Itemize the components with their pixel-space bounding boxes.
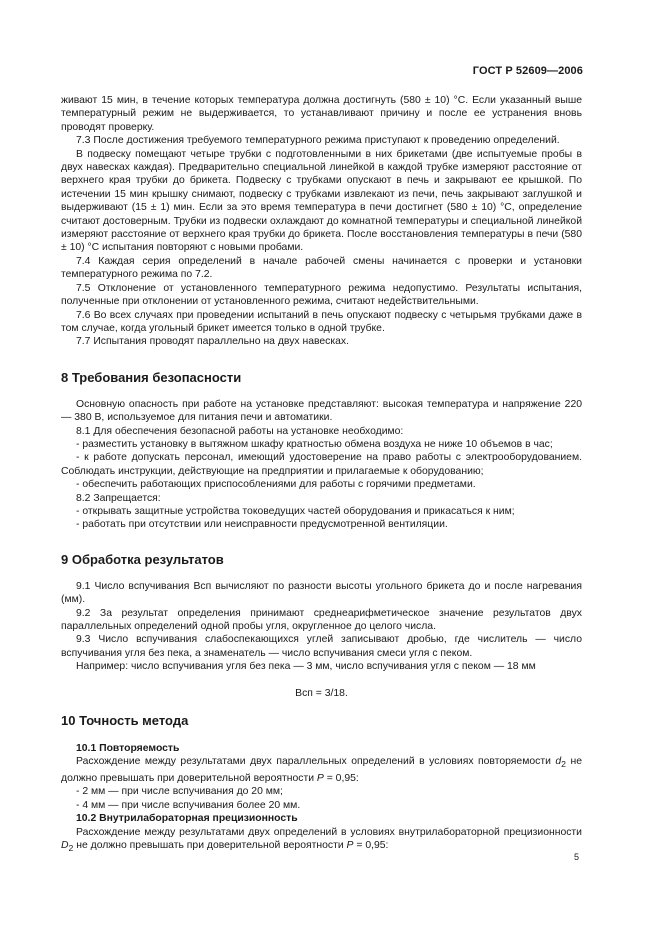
paragraph: 9.3 Число вспучивания слабоспекающихся углей записывают дробью, где числитель — число вспучивания угля без пека, а знаменатель — число вспучивания смеси угля с пеком.: [61, 634, 582, 659]
paragraph: 7.3 После достижения требуемого температурного режима приступают к проведению определений.: [76, 135, 560, 147]
list-item: - 2 мм — при числе вспучивания до 20 мм;: [76, 786, 283, 798]
section-heading: 8 Требования безопасности: [61, 369, 242, 385]
paragraph: 9.1 Число вспучивания Всп вычисляют по разности высоты угольного брикета до и после нагревания (мм).: [61, 580, 582, 606]
list-item: - разместить установку в вытяжном шкафу кратностью обмена воздуха не ниже 10 объемов в час;: [76, 438, 553, 450]
paragraph: 9.2 За результат определения принимают среднеарифметическое значение результатов двух параллельных определений одной пробы угля, округленное до целого числа.: [61, 607, 582, 632]
paragraph: живают 15 мин, в течение которых температура должна достигнуть (580 ± 10) °С. Если указанный выше температурный режим не выдерживается, то устанавливают причину и после ее устранения вновь проводят проверку.: [61, 95, 582, 133]
subsection-heading: 10.2 Внутрилабораторная прецизионность: [76, 813, 298, 825]
paragraph: 8.2 Запрещается:: [76, 492, 161, 504]
paragraph: 8.1 Для обеспечения безопасной работы на установке необходимо:: [76, 425, 404, 437]
paragraph: Например: число вспучивания угля без пека — 3 мм, число вспучивания угля с пеком — 18 мм: [76, 661, 536, 673]
formula: Всп = 3/18.: [295, 687, 348, 699]
list-item: - 4 мм — при числе вспучивания более 20 мм.: [76, 799, 301, 811]
paragraph: Основную опасность при работе на установке представляют: высокая температура и напряжение 220 — 380 В, используемое для питания печи и автоматики.: [61, 398, 582, 424]
paragraph: 7.6 Во всех случаях при проведении испытаний в печь опускают подвеску с четырьмя трубками даже в том случае, когда угольный брикет имеется только в одной трубке.: [61, 309, 582, 334]
paragraph: В подвеску помещают четыре трубки с подготовленными в них брикетами (две испытуемые пробы в двух навесках каждая). Предварительно специальной линейкой в каждой трубке измеряют расстояние от верхнего края трубки до брикета. Подвеску с трубками опускают в печь и закрывают ее крышкой. По истечении 15 мин крышку снимают, подвеску с трубками извлекают из печи, печь закрывают заглушкой и выдерживают (15 ± 1) мин. Если за это время температура в печи достигнет (580 ± 10) °С, определение считают достоверным. Трубки из подвески охлаждают до комнатной температуры и специальной линейкой измеряют расстояние от верхнего края трубки до брикета. После восстановления температуры в печи (580 ± 10) °С испытания повторяют с новыми пробами.: [61, 148, 582, 254]
paragraph: Расхождение между результатами двух определений в условиях внутрилабораторной прецизионности $D_2$ не должно превышать при доверительной вероятности P = 0,95:: [61, 826, 582, 854]
list-item: - к работе допускать персонал, имеющий удостоверение на право работы с электрооборудованием. Соблюдать инструкции, действующие на предприятии и прилагаемые к оборудованию;: [61, 452, 582, 477]
paragraph: Расхождение между результатами двух параллельных определений в условиях повторяемости $d_2$ не должно превышать при доверительной вероятности P = 0,95:: [61, 756, 583, 784]
section-heading: 10 Точность метода: [61, 713, 189, 729]
paragraph: 7.5 Отклонение от установленного температурного режима недопустимо. Результаты испытания, полученные при отклонении от установленного режима, считают недействительными.: [61, 282, 582, 308]
document-header: ГОСТ Р 52609—2006: [472, 65, 583, 77]
paragraph: 7.4 Каждая серия определений в начале рабочей смены начинается с проверки и установки температурного режима по 7.2.: [61, 255, 582, 281]
page-number: 5: [573, 852, 579, 862]
subsection-heading: 10.1 Повторяемость: [76, 743, 180, 755]
list-item: - работать при отсутствии или неисправности предусмотренной вентиляции.: [76, 519, 448, 531]
list-item: - обеспечить работающих приспособлениями для работы с горячими предметами.: [76, 479, 476, 491]
paragraph: 7.7 Испытания проводят параллельно на двух навесках.: [76, 336, 350, 348]
document-body: [61, 94, 582, 855]
list-item: - открывать защитные устройства токоведущих частей оборудования и прикасаться к ним;: [76, 505, 515, 517]
section-heading: 9 Обработка результатов: [61, 551, 224, 567]
